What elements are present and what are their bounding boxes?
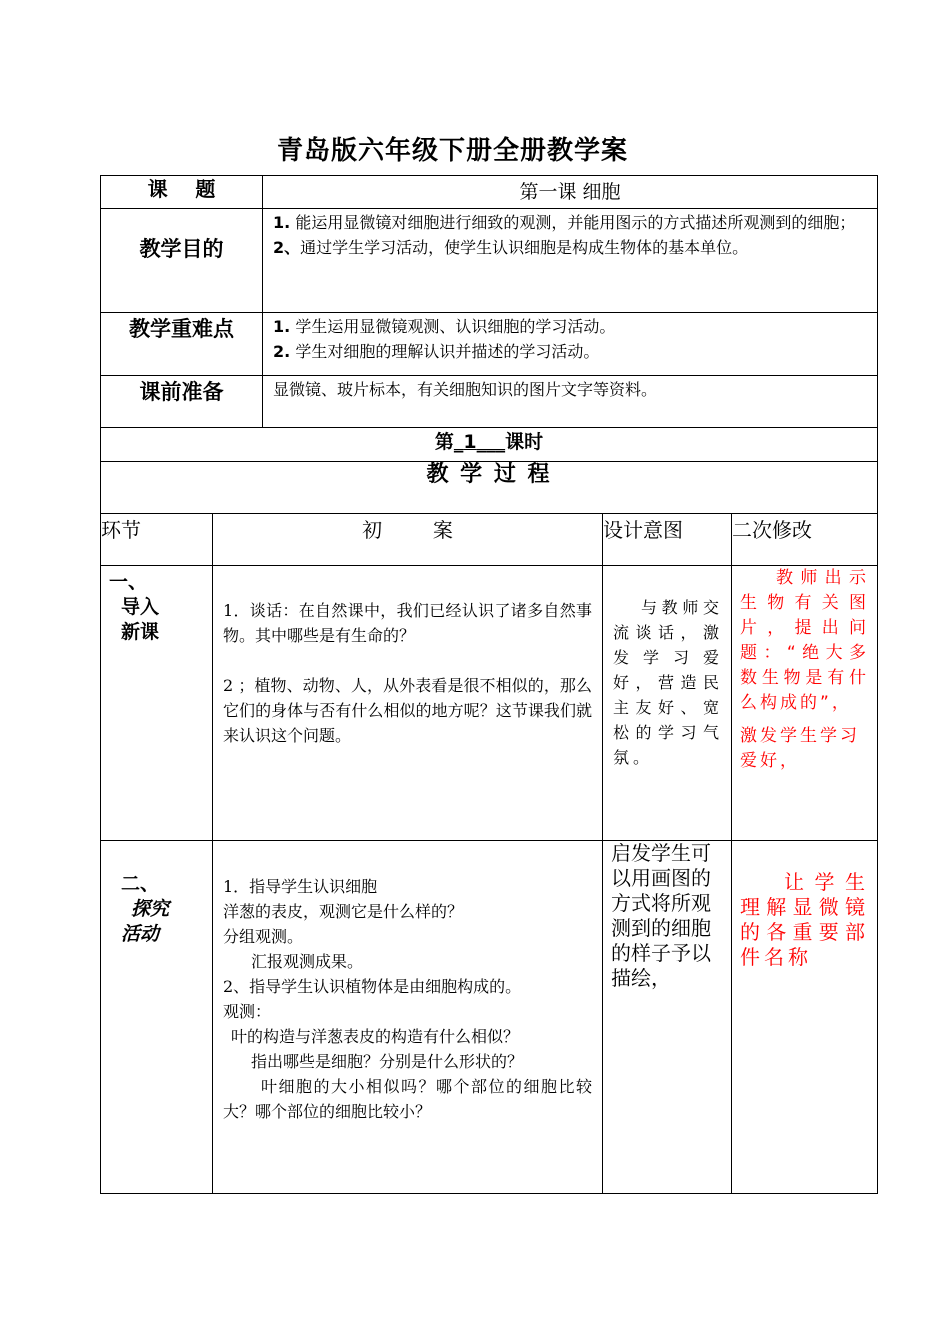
stage-name-cell [101,841,213,1194]
period-prefix: 第 [434,431,454,453]
lesson-plan-table [100,175,878,1194]
key-point-text: 学生对细胞的理解认识并描述的学习活动。 [295,342,600,361]
stage-row [101,841,878,1194]
column-header-row [101,514,878,566]
plan-line: 分组观测。 [223,927,304,946]
plan-line: 观测： [223,1002,272,1021]
lesson-value-cell [263,176,878,209]
lesson-label-cell [101,176,263,209]
plan-paragraph: 1．谈话：在自然课中，我们已经认识了诸多自然事物。其中哪些是有生命的？ [223,601,593,645]
period-cell [101,428,878,462]
plan-line: 洋葱的表皮，观测它是什么样的？ [223,902,464,921]
key-points-label-cell [101,313,263,376]
preparation-text: 显微镜、玻片标本，有关细胞知识的图片文字等资料。 [273,380,658,399]
period-row [101,428,878,462]
period-number: _1___ [453,431,506,453]
stage-intent-cell [603,841,732,1194]
plan-line: 1．指导学生认识细胞 [223,877,378,896]
preparation-label-cell [101,376,263,428]
revision-text: 让学生理解显微镜的各重要部件名称 [740,870,870,969]
aim-item [273,235,871,260]
aim-number: 1. [273,213,291,232]
column-header-stage: 环节 [101,514,213,566]
process-title: 教 学 过 程 [426,462,552,487]
key-points-row [101,313,878,376]
aim-number: 2、 [273,238,301,257]
stage-revision-cell [732,841,878,1194]
preparation-row [101,376,878,428]
preparation-label: 课前准备 [139,380,224,404]
stage-name: 探究 [131,898,170,920]
stage-name-cell [101,566,213,841]
stage-row [101,566,878,841]
lesson-row [101,176,878,209]
plan-paragraph: 2 ；植物、动物、人，从外表看是很不相似的，那么它们的身体与否有什么相似的地方呢？这节课我们就来认识这个问题。 [223,676,593,745]
period-suffix: 课时 [505,431,544,453]
stage-revision-cell [732,566,878,841]
aim-text: 能运用显微镜对细胞进行细致的观测，并能用图示的方式描述所观测到的细胞； [295,213,856,232]
plan-line: 汇报观测成果。 [251,952,364,971]
process-title-row [101,462,878,514]
stage-intent-cell [603,566,732,841]
revision-text: 激发学生学习爱好， [740,726,861,771]
column-header-plan: 初 案 [213,514,603,566]
stage-plan-cell [213,566,603,841]
process-title-cell [101,462,878,514]
aim-text: 通过学生学习活动，使学生认识细胞是构成生物体的基本单位。 [300,238,749,257]
key-points-content-cell [263,313,878,376]
plan-line: 2、指导学生认识植物体是由细胞构成的。 [223,977,522,996]
column-header-intent: 设计意图 [603,514,732,566]
intent-text: 启发学生可以用画图的方式将所观测到的细胞的样子予以描绘， [611,841,712,990]
aims-content-cell [263,209,878,313]
preparation-content-cell [263,376,878,428]
stage-plan-cell [213,841,603,1194]
stage-name: 新课 [121,621,160,643]
key-points-label: 教学重难点 [129,317,234,341]
stage-number: 二、 [121,873,160,895]
key-point-number: 1. [273,317,291,336]
stage-name: 导入 [121,596,160,618]
aim-item [273,210,871,235]
key-point-text: 学生运用显微镜观测、认识细胞的学习活动。 [295,317,616,336]
plan-line: 叶的构造与洋葱表皮的构造有什么相似？ [231,1027,520,1046]
lesson-title: 第一课 细胞 [519,181,621,203]
aims-row [101,209,878,313]
column-header-revision: 二次修改 [732,514,878,566]
revision-text: 教师出示生物有关图片，提出问题：“绝大多数生物是有什么构成的”， [740,568,870,713]
key-point-item [273,314,871,339]
aims-label: 教学目的 [139,237,224,261]
key-point-number: 2. [273,342,291,361]
stage-name: 活动 [121,923,160,945]
aims-label-cell [101,209,263,313]
document-title: 青岛版六年级下册全册教学案 [276,136,628,166]
lesson-label: 课 题 [147,177,216,201]
key-point-item [273,339,871,364]
intent-text: 与教师交流谈话，激发学习爱好，营造民主友好、宽松的学习气氛。 [613,598,724,767]
stage-number: 一、 [109,571,148,593]
plan-line: 指出哪些是细胞？分别是什么形状的？ [251,1052,524,1071]
plan-line: 叶细胞的大小相似吗？哪个部位的细胞比较大？哪个部位的细胞比较小？ [223,1077,593,1121]
